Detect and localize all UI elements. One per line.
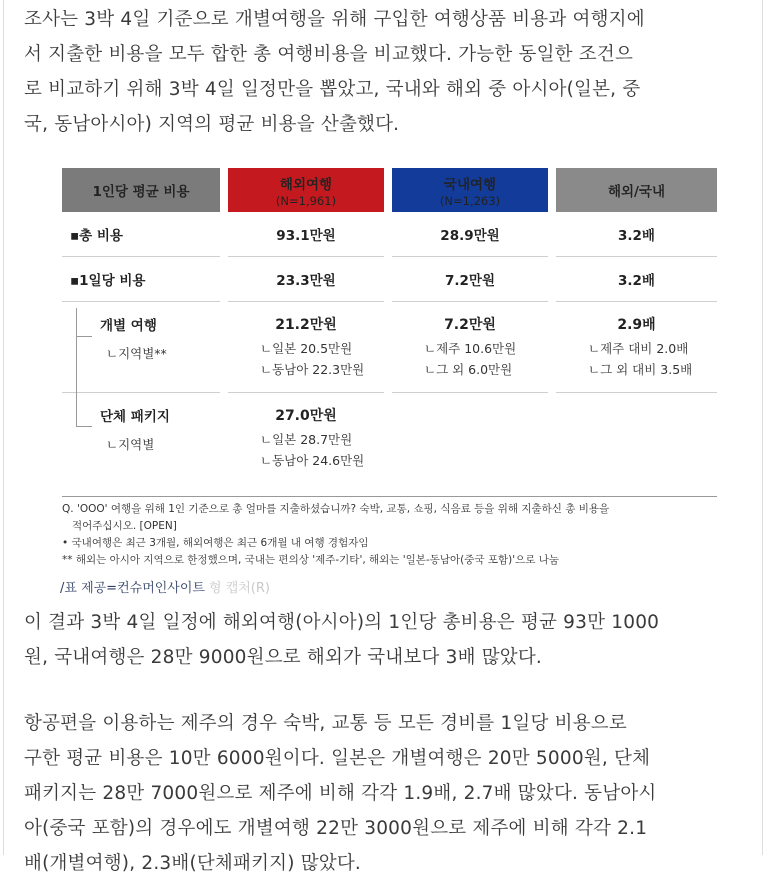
body-line: 이 결과 3박 4일 일정에 해외여행(아시아)의 1인당 총비용은 평균 93만 1000	[24, 612, 660, 633]
intro-line: 국, 동남아시아) 지역의 평균 비용을 산출했다.	[24, 114, 400, 135]
cell-ratio: 2.9배	[617, 317, 656, 333]
region-label: ㄴ지역별	[106, 437, 155, 452]
row-label: ▪총 비용	[62, 212, 220, 257]
body-paragraph-1	[24, 605, 752, 675]
intro-line: 로 비교하기 위해 3박 4일 일정만을 뽑았고, 국내와 해외 중 아시아(일본, 중	[24, 79, 641, 100]
table-row-individual	[62, 302, 717, 393]
detail-item: ㄴ동남아 24.6만원	[260, 453, 365, 468]
intro-line: 서 지출한 비용을 모두 합한 총 여행비용을 비교했다. 가능한 동일한 조건으	[24, 44, 634, 65]
detail-item: ㄴ그 외 6.0만원	[424, 362, 513, 377]
note-line: • 국내여행은 최근 3개월, 해외여행은 최근 6개월 내 여행 경험자임	[62, 537, 369, 549]
detail-item: ㄴ일본 28.7만원	[260, 432, 353, 447]
intro-line: 조사는 3박 4일 기준으로 개별여행을 위해 구입한 여행상품 비용과 여행지에	[24, 9, 645, 30]
cell-abroad: 27.0만원	[275, 408, 337, 424]
body-line: 항공편을 이용하는 제주의 경우 숙박, 교통 등 모든 경비를 1일당 비용으로	[24, 713, 627, 734]
body-line: 아(중국 포함)의 경우에도 개별여행 22만 3000원으로 제주에 비해 각각 2.1	[24, 818, 648, 839]
row-label: 단체 패키지	[100, 409, 170, 425]
region-label: ㄴ지역별**	[106, 346, 167, 361]
cell-abroad: 23.3만원	[228, 257, 384, 302]
cost-table	[62, 168, 717, 485]
note-line: ** 해외는 아시아 지역으로 한정했으며, 국내는 편의상 '제주-기타', 해외는 '일본-동남아(중국 포함)'으로 나눔	[62, 554, 560, 566]
row-label: ▪1일당 비용	[62, 257, 220, 302]
body-line: 원, 국내여행은 28만 9000원으로 해외가 국내보다 3배 많았다.	[24, 647, 543, 668]
caption-text: /표 제공=컨슈머인사이트	[60, 581, 205, 596]
intro-paragraph	[24, 2, 752, 142]
cell-domestic: 7.2만원	[444, 317, 496, 333]
detail-item: ㄴ동남아 22.3만원	[260, 362, 365, 377]
body-line: 배(개별여행), 2.3배(단체패키지) 많았다.	[24, 853, 362, 874]
table-row-total	[62, 212, 717, 257]
detail-item: ㄴ일본 20.5만원	[260, 341, 353, 356]
table-row-daily	[62, 257, 717, 302]
cell-ratio: 3.2배	[556, 257, 717, 302]
right-border	[762, 0, 763, 855]
header-abroad-n: (N=1,961)	[275, 193, 337, 208]
caption-watermark: 형 캡처(R)	[209, 581, 270, 596]
left-border	[3, 0, 4, 855]
tree-connector	[76, 336, 92, 337]
body-line: 패키지는 28만 7000원으로 제주에 비해 각각 1.9배, 2.7배 많았다. 동남아시	[24, 783, 657, 804]
body-line: 구한 평균 비용은 10만 6000원이다. 일본은 개별여행은 20만 5000원, 단체	[24, 748, 651, 769]
header-ratio: 해외/국내	[556, 168, 717, 212]
note-line: Q. 'OOO' 여행을 위해 1인 기준으로 총 얼마를 지출하셨습니까? 숙박, 교통, 쇼핑, 식음료 등을 위해 지출하신 총 비용을	[62, 503, 610, 515]
detail-item: ㄴ제주 10.6만원	[424, 341, 517, 356]
tree-connector	[76, 308, 77, 426]
note-line: 적어주십시오. [OPEN]	[72, 520, 177, 532]
cost-table-figure	[56, 160, 724, 580]
cell-domestic: 7.2만원	[392, 257, 548, 302]
table-notes	[62, 496, 717, 569]
table-header-row	[62, 168, 717, 212]
tree-connector	[76, 426, 92, 427]
cell-abroad: 21.2만원	[275, 317, 337, 333]
header-domestic: 국내여행 (N=1,263)	[392, 168, 548, 212]
table-row-package	[62, 393, 717, 486]
header-domestic-n: (N=1,263)	[439, 193, 501, 208]
cell-abroad: 93.1만원	[228, 212, 384, 257]
cell-domestic: 28.9만원	[392, 212, 548, 257]
header-label: 1인당 평균 비용	[62, 168, 220, 212]
detail-item: ㄴ그 외 대비 3.5배	[588, 362, 693, 377]
cell-ratio: 3.2배	[556, 212, 717, 257]
row-label: 개별 여행	[100, 318, 157, 334]
image-caption	[60, 577, 270, 596]
detail-item: ㄴ제주 대비 2.0배	[588, 341, 689, 356]
header-abroad: 해외여행 (N=1,961)	[228, 168, 384, 212]
